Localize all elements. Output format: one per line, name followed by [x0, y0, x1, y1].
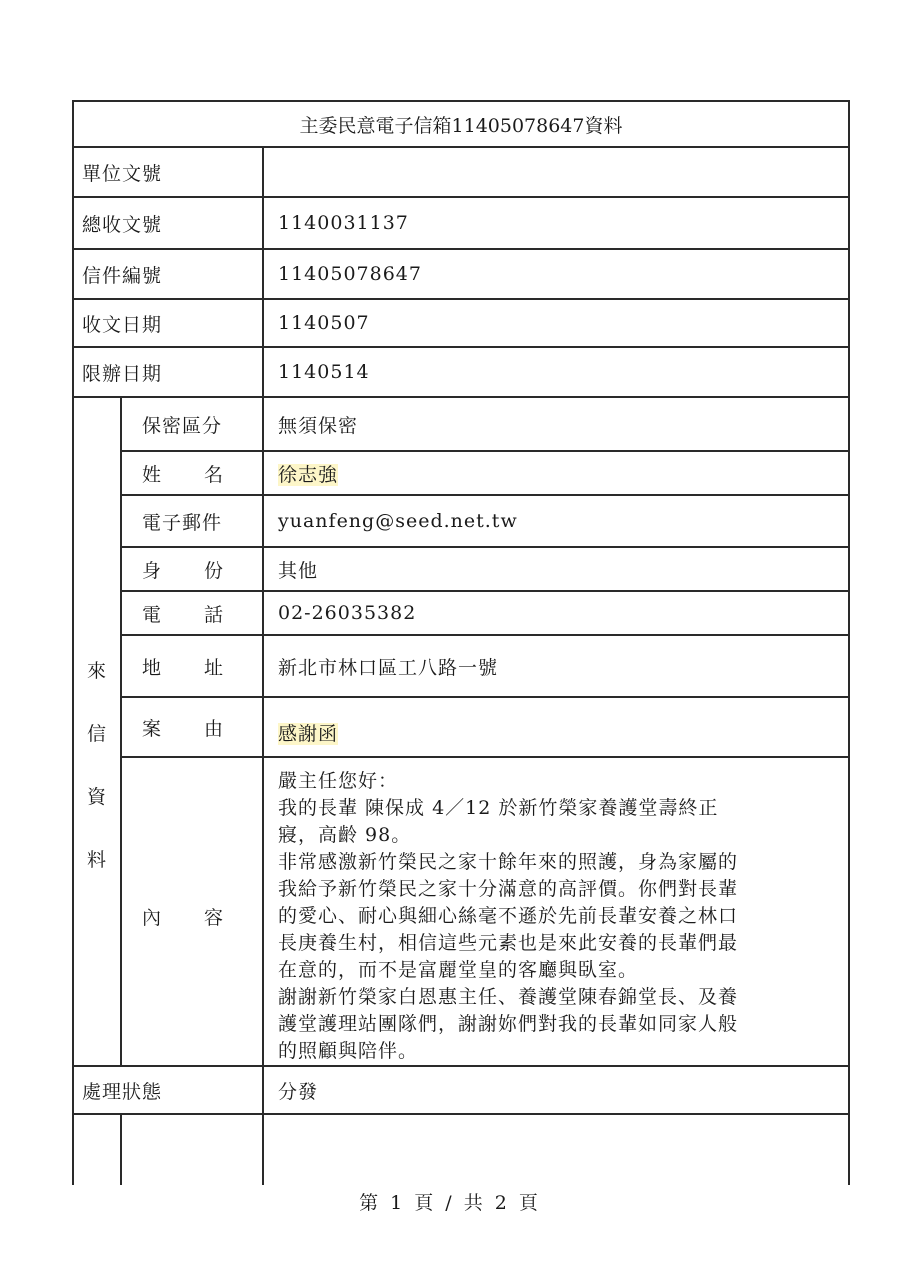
phone-label: 電 話 — [121, 591, 263, 635]
email-row — [73, 495, 849, 547]
body-line: 寢，高齡 98。 — [278, 824, 412, 846]
subject-row — [73, 697, 849, 757]
receipt-no-value: 1140031137 — [263, 197, 849, 249]
email-label: 電子郵件 — [121, 495, 263, 547]
content-value — [263, 757, 849, 1066]
side-char: 來 — [86, 659, 107, 682]
letter-no-label: 信件編號 — [73, 249, 263, 299]
unit-no-label: 單位文號 — [73, 147, 263, 197]
document-title: 主委民意電子信箱11405078647資料 — [73, 101, 849, 147]
name-label: 姓 名 — [121, 451, 263, 495]
title-row — [73, 101, 849, 147]
address-row — [73, 635, 849, 697]
confidentiality-value: 無須保密 — [263, 397, 849, 451]
body-line: 的照顧與陪伴。 — [278, 1040, 419, 1062]
phone-value: 02-26035382 — [263, 591, 849, 635]
status-label: 處理狀態 — [73, 1066, 263, 1114]
deadline-value: 1140514 — [263, 347, 849, 397]
unit-no-value — [263, 147, 849, 197]
deadline-label: 限辦日期 — [73, 347, 263, 397]
letter-record-table — [72, 100, 850, 1185]
body-line: 護堂護理站團隊們，謝謝妳們對我的長輩如同家人般 — [278, 1013, 739, 1035]
address-value: 新北市林口區工八路一號 — [263, 635, 849, 697]
status-value: 分發 — [263, 1066, 849, 1114]
letter-no-value: 11405078647 — [263, 249, 849, 299]
subject-value: 感謝函 — [263, 697, 849, 757]
receipt-no-row — [73, 197, 849, 249]
body-line: 非常感激新竹榮民之家十餘年來的照護，身為家屬的 — [278, 851, 739, 873]
letter-no-row — [73, 249, 849, 299]
body-line: 長庚養生村，相信這些元素也是來此安養的長輩們最 — [278, 932, 739, 954]
page-number: 第 1 頁 / 共 2 頁 — [359, 1192, 541, 1214]
receipt-no-label: 總收文號 — [73, 197, 263, 249]
address-label: 地 址 — [121, 635, 263, 697]
receive-date-label: 收文日期 — [73, 299, 263, 347]
name-value: 徐志強 — [263, 451, 849, 495]
body-line: 嚴主任您好： — [278, 770, 399, 792]
blank-cell — [263, 1114, 849, 1185]
sender-info-side-label — [73, 397, 121, 1066]
identity-label: 身 份 — [121, 547, 263, 591]
phone-row — [73, 591, 849, 635]
content-row — [73, 757, 849, 1066]
continued-row — [73, 1114, 849, 1185]
identity-row — [73, 547, 849, 591]
status-row — [73, 1066, 849, 1114]
blank-cell — [73, 1114, 121, 1185]
side-char: 資 — [86, 785, 107, 808]
letter-body — [278, 768, 840, 1065]
confidentiality-label: 保密區分 — [121, 397, 263, 451]
email-value: yuanfeng@seed.net.tw — [263, 495, 849, 547]
unit-no-row — [73, 147, 849, 197]
body-line: 謝謝新竹榮家白恩惠主任、養護堂陳春錦堂長、及養 — [278, 986, 739, 1008]
side-char: 信 — [86, 722, 107, 745]
body-line: 在意的，而不是富麗堂皇的客廳與臥室。 — [278, 959, 639, 981]
side-char: 料 — [86, 848, 107, 871]
receive-date-row — [73, 299, 849, 347]
receive-date-value: 1140507 — [263, 299, 849, 347]
name-row — [73, 451, 849, 495]
body-line: 我的長輩 陳保成 4／12 於新竹榮家養護堂壽終正 — [278, 797, 719, 819]
body-line: 我給予新竹榮民之家十分滿意的高評價。你們對長輩 — [278, 878, 739, 900]
blank-cell — [121, 1114, 263, 1185]
confidentiality-row — [73, 397, 849, 451]
content-label: 內 容 — [121, 757, 263, 1066]
deadline-row — [73, 347, 849, 397]
body-line: 的愛心、耐心與細心絲毫不遜於先前長輩安養之林口 — [278, 905, 739, 927]
identity-value: 其他 — [263, 547, 849, 591]
subject-label: 案 由 — [121, 697, 263, 757]
